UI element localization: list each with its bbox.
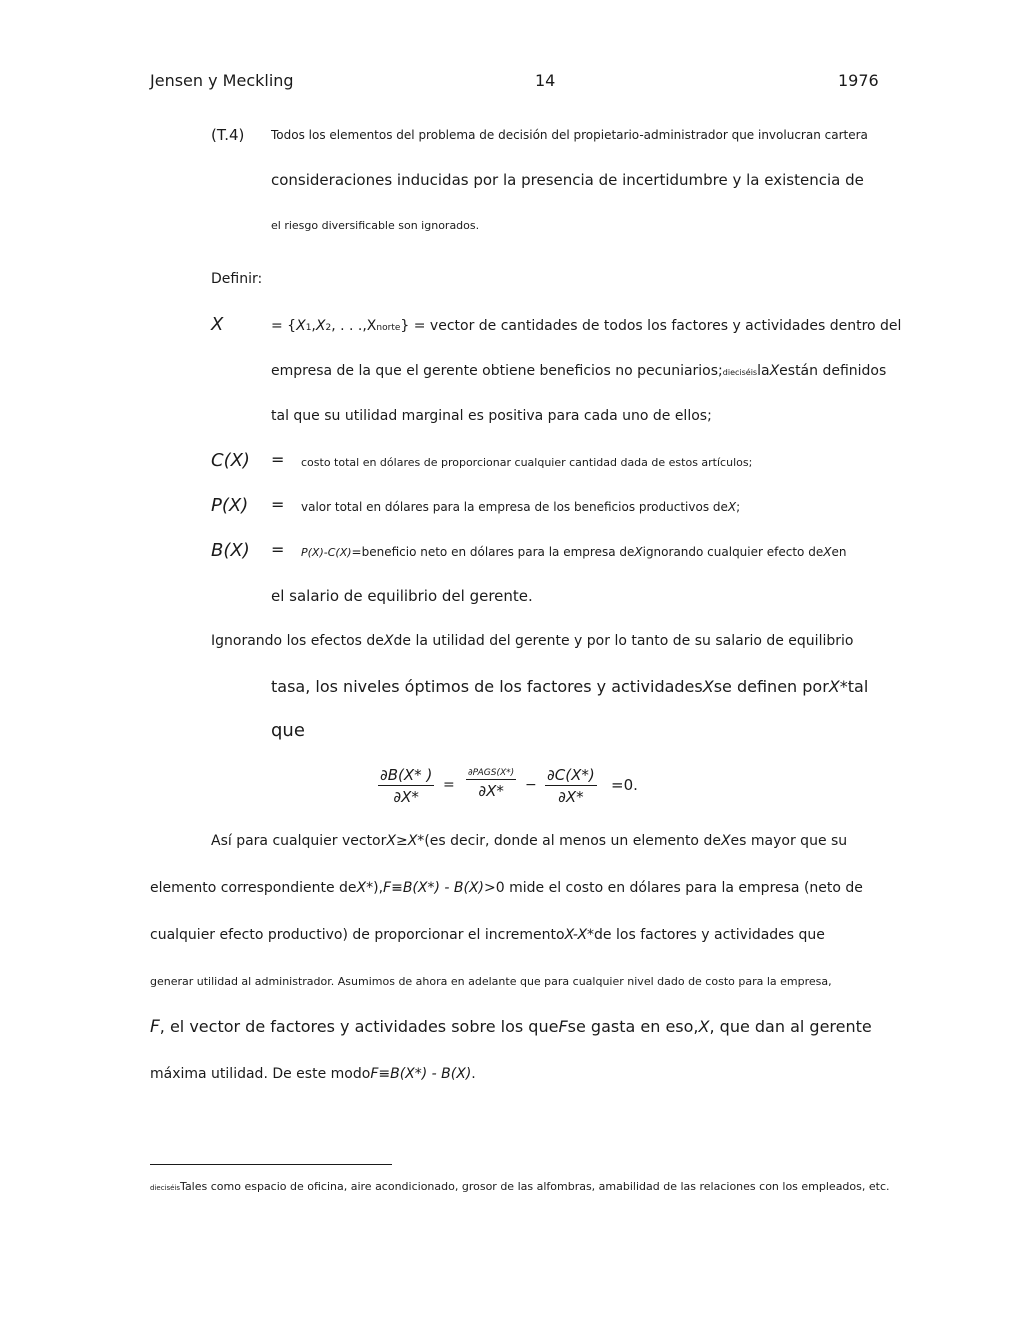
assumption-label: (T.4) [211,126,245,144]
equation-fraction-dC: $\frac{\partial C(X*)}{\partial X*}$ [547,766,595,806]
x-definition-line-3: tal que su utilidad marginal es positiva para cada uno de ellos; [271,408,712,424]
running-header-year: 1976 [838,71,879,90]
symbol-px: P(X) [211,495,249,516]
symbol-x: X [211,314,224,335]
x-definition-line-1: = {X1,X2, . . .,Xnorte} = vector de cantidades de todos los factores y actividades dentro del [271,318,902,334]
paragraph-line-2: elemento correspondiente deX*),F≡B(X*) - B(X)>0 mide el costo en dólares para la empresa (neto de [150,880,863,896]
bx-definition-line-2: el salario de equilibrio del gerente. [271,587,533,605]
ignoring-line-3: que [271,720,305,741]
paragraph-line-6: máxima utilidad. De este modoF≡B(X*) - B(X). [150,1066,476,1082]
equals-sign: = [271,450,285,469]
x-definition-line-2: empresa de la que el gerente obtiene beneficios no pecuniarios;dieciséislaXestán definidos [271,363,887,379]
bx-definition-line-1: P(X)-C(X)=beneficio neto en dólares para la empresa deXignorando cualquier efecto deXen [301,545,847,559]
assumption-line-3: el riesgo diversificable son ignorados. [271,219,480,232]
define-heading: Definir: [211,271,263,287]
paragraph-line-4: generar utilidad al administrador. Asumimos de ahora en adelante que para cualquier nivel dado de costo para la empresa, [150,975,832,988]
symbol-cx: C(X) [211,450,250,471]
assumption-line-1: Todos los elementos del problema de decisión del propietario-administrador que involucran cartera [271,128,868,142]
footnote-ref: dieciséis [722,368,758,377]
assumption-line-2: consideraciones inducidas por la presencia de incertidumbre y la existencia de [271,171,864,189]
paragraph-line-3: cualquier efecto productivo) de proporcionar el incrementoX-X*de los factores y actividades que [150,927,825,943]
equals-sign: = [271,495,285,514]
symbol-bx: B(X) [211,540,250,561]
paragraph-line-5: F, el vector de factores y actividades sobre los queFse gasta en eso,X, que dan al gerente [150,1017,872,1037]
ignoring-line-1: Ignorando los efectos deXde la utilidad del gerente y por lo tanto de su salario de equilibrio [211,633,854,649]
equation-result: =0. [611,776,638,794]
equals-sign: = [271,540,285,559]
equation-fraction-dP: ∂PAGS(X*) ∂X* [468,768,515,800]
footnote-separator [150,1164,392,1165]
ignoring-line-2: tasa, los niveles óptimos de los factores y actividadesXse definen porX*tal [271,677,869,696]
equation-fraction-dB: $\frac{\partial B(X* )}{\partial X*}$ [380,766,433,806]
running-header-author: Jensen y Meckling [150,71,294,90]
footnote: dieciséisTales como espacio de oficina, aire acondicionado, grosor de las alfombras, amabilidad de las relaciones con los empleados, etc. [150,1180,890,1193]
equation-equals: = [443,777,455,793]
px-definition: valor total en dólares para la empresa de los beneficios productivos deX; [301,500,741,514]
cx-definition: costo total en dólares de proporcionar cualquier cantidad dada de estos artículos; [301,456,753,469]
equation-minus: − [525,777,537,793]
paragraph-line-1: Así para cualquier vectorX≥X*(es decir, donde al menos un elemento deXes mayor que su [211,833,848,849]
page-number: 14 [535,71,556,90]
